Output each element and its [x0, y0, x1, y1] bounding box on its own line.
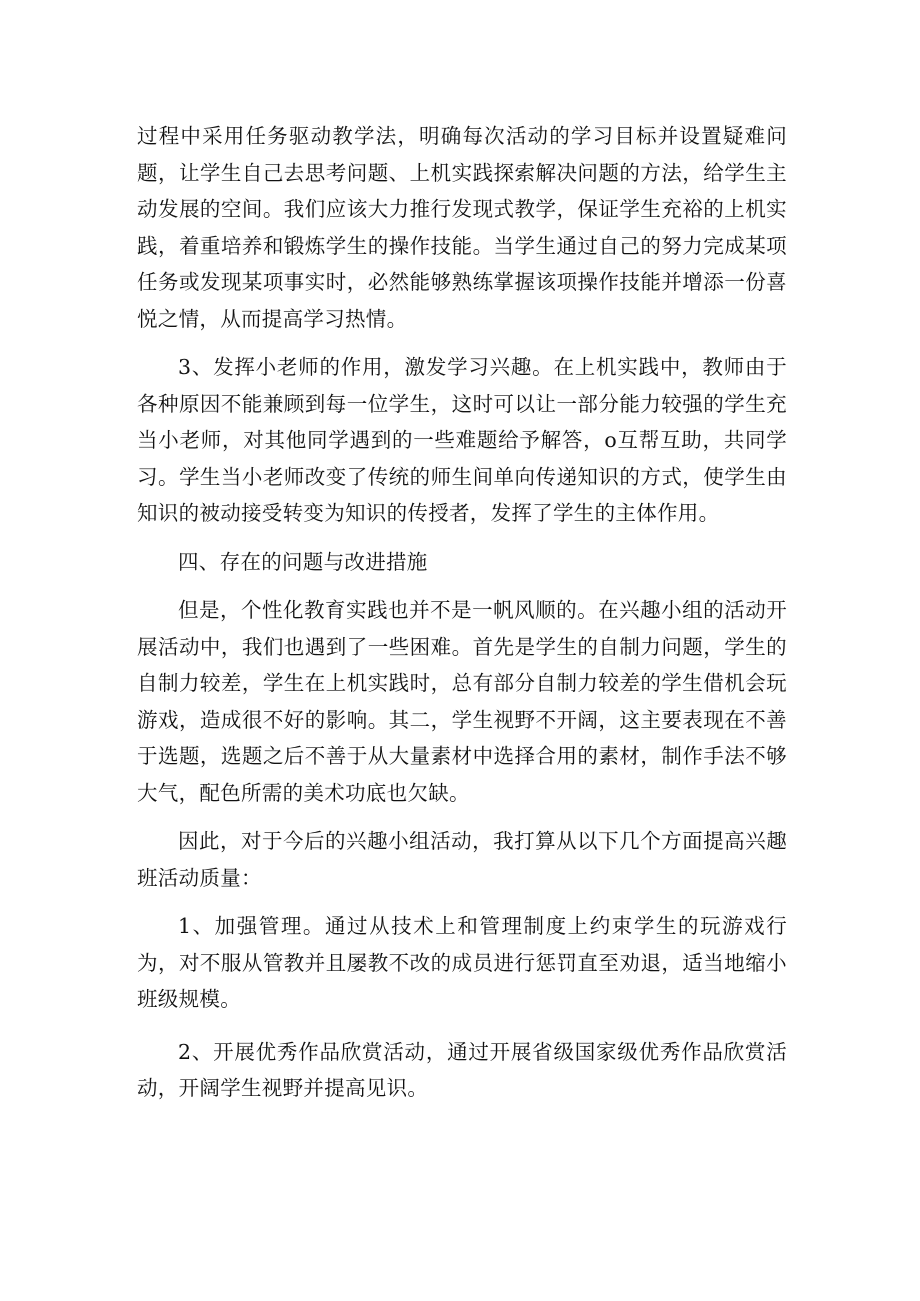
paragraph-item-1: 1、加强管理。通过从技术上和管理制度上约束学生的玩游戏行为，对不服从管教并且屡教不改的成员进行惩罚直至劝退，适当地缩小班级规模。 — [137, 914, 787, 1011]
paragraph-problems: 但是，个性化教育实践也并不是一帆风顺的。在兴趣小组的活动开展活动中，我们也遇到了一些困难。首先是学生的自制力问题，学生的自制力较差，学生在上机实践时，总有部分自制力较差的学生借机会玩游戏，造成很不好的影响。其二，学生视野不开阔，这主要表现在不善于选题，选题之后不善于从大量素材中选择合用的素材，制作手法不够大气，配色所需的美术功底也欠缺。 — [137, 598, 787, 805]
paragraph-item-2: 2、开展优秀作品欣赏活动，通过开展省级国家级优秀作品欣赏活动，开阔学生视野并提高见识。 — [137, 1039, 787, 1100]
paragraph-plan-intro: 因此，对于今后的兴趣小组活动，我打算从以下几个方面提高兴趣班活动质量： — [137, 829, 787, 890]
document-body — [137, 118, 787, 1107]
paragraph-continuation: 过程中采用任务驱动教学法，明确每次活动的学习目标并设置疑难问题，让学生自己去思考问题、上机实践探索解决问题的方法，给学生主动发展的空间。我们应该大力推行发现式教学，保证学生充裕的上机实践，着重培养和锻炼学生的操作技能。当学生通过自己的努力完成某项任务或发现某项事实时，必然能够熟练掌握该项操作技能并增添一份喜悦之情，从而提高学习热情。 — [137, 124, 787, 331]
paragraph-item-3: 3、发挥小老师的作用，激发学习兴趣。在上机实践中，教师由于各种原因不能兼顾到每一位学生，这时可以让一部分能力较强的学生充当小老师，对其他同学遇到的一些难题给予解答，o互帮互助，共同学习。学生当小老师改变了传统的师生间单向传递知识的方式，使学生由知识的被动接受转变为知识的传授者，发挥了学生的主体作用。 — [137, 355, 787, 525]
section-heading: 四、存在的问题与改进措施 — [178, 549, 428, 574]
